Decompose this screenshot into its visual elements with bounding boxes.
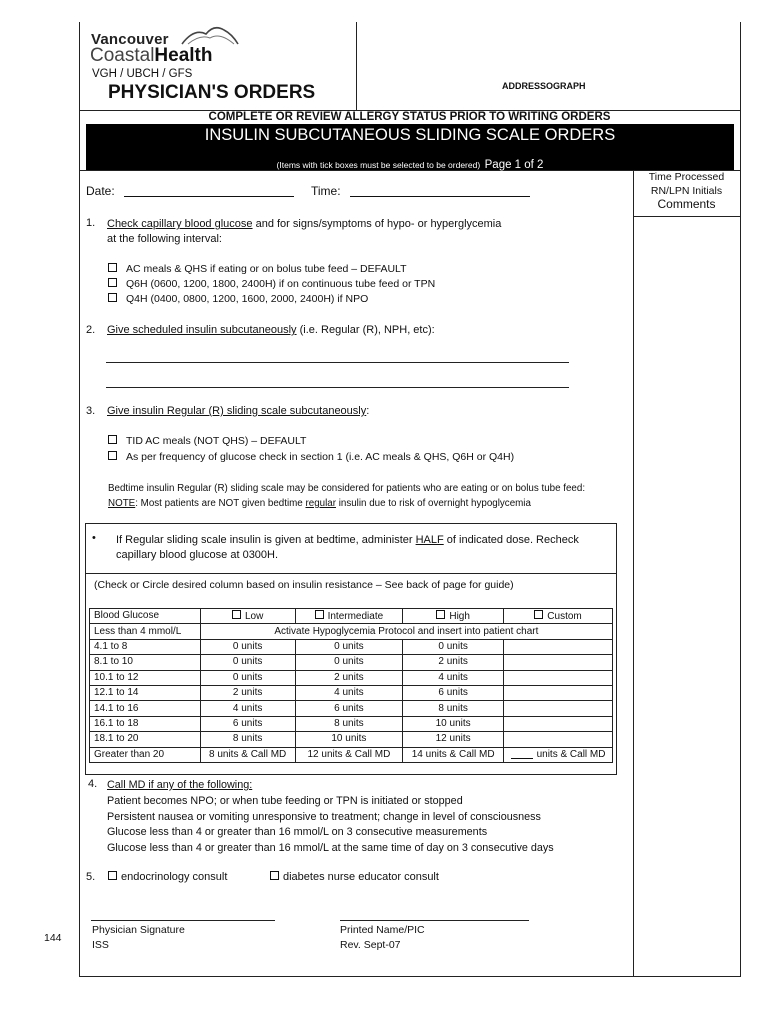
printed-name-line[interactable] <box>340 920 529 921</box>
section3-lead: Give insulin Regular (R) sliding scale subcutaneously <box>107 405 367 417</box>
section1-number: 1. <box>86 217 96 229</box>
dose-high: 12 units <box>403 732 504 747</box>
note-text-b: insulin due to risk of overnight hypoglycemia <box>335 498 531 509</box>
section4-item: Glucose less than 4 or greater than 16 mmol/L at the same time of day on 3 consecutive days <box>107 842 554 855</box>
row-range: 16.1 to 18 <box>90 716 201 731</box>
section4-item: Persistent nausea or vomiting unresponsive to treatment; change in level of consciousness <box>107 810 541 823</box>
diabetes-educator-consult-option[interactable] <box>270 871 439 883</box>
section1-option-label: AC meals & QHS if eating or on bolus tube feed – DEFAULT <box>126 263 407 275</box>
section4-number: 4. <box>88 778 98 790</box>
hypoglycemia-protocol-text: Activate Hypoglycemia Protocol and insert into patient chart <box>200 624 612 639</box>
dose-low: 8 units <box>200 732 295 747</box>
row-range: Greater than 20 <box>90 747 201 762</box>
section4-lead: Call MD if any of the following: <box>107 779 253 791</box>
header-divider <box>356 22 357 110</box>
title-banner <box>86 124 734 170</box>
section1-rest: and for signs/symptoms of hypo- or hyperglycemia <box>252 218 502 230</box>
bullet-text-b: of indicated dose. Recheck <box>443 534 579 546</box>
section3-option-1[interactable] <box>108 451 514 463</box>
custom-units-blank[interactable] <box>511 758 533 759</box>
time-label: Time: <box>311 184 341 198</box>
section2-entry-line-1[interactable] <box>106 362 569 363</box>
section1-heading <box>107 217 501 247</box>
dose-low: 0 units <box>200 639 295 654</box>
signature-line[interactable] <box>91 920 275 921</box>
checkbox-icon[interactable] <box>270 871 279 880</box>
side-column-header <box>633 171 740 212</box>
section1-option-label: Q4H (0400, 0800, 1200, 1600, 2000, 2400H) if NPO <box>126 293 369 305</box>
section3-option-0[interactable] <box>108 435 306 447</box>
table-row <box>90 655 613 670</box>
dose-custom[interactable] <box>504 716 613 731</box>
dose-high: 8 units <box>403 701 504 716</box>
dose-intermediate: 2 units <box>295 670 403 685</box>
table-row <box>90 716 613 731</box>
banner-note: (Items with tick boxes must be selected to be ordered) <box>276 160 481 170</box>
section3-option-label: TID AC meals (NOT QHS) – DEFAULT <box>126 435 307 447</box>
section3-number: 3. <box>86 405 96 417</box>
physician-signature-label: Physician Signature <box>92 924 185 936</box>
note-text-a: : Most patients are NOT given bedtime <box>135 498 306 509</box>
table-row <box>90 685 613 700</box>
time-field[interactable] <box>350 196 530 197</box>
form-left-border <box>79 22 80 977</box>
dose-custom[interactable] <box>504 670 613 685</box>
time-field-row <box>311 184 530 198</box>
section2-entry-line-2[interactable] <box>106 387 569 388</box>
row-range: 12.1 to 14 <box>90 685 201 700</box>
checkbox-icon[interactable] <box>108 278 117 287</box>
printed-name-labels <box>340 923 425 952</box>
mountain-logo-icon <box>180 24 240 46</box>
dose-intermediate: 6 units <box>295 701 403 716</box>
dose-intermediate: 0 units <box>295 655 403 670</box>
page-number: 144 <box>44 932 62 944</box>
bullet-text-c: capillary blood glucose at 0300H. <box>116 549 279 561</box>
row-range: 8.1 to 10 <box>90 655 201 670</box>
checkbox-icon[interactable] <box>108 293 117 302</box>
date-label: Date: <box>86 184 115 198</box>
table-row <box>90 701 613 716</box>
table-row <box>90 732 613 747</box>
logo-coastal-health-text: CoastalHealth <box>90 45 213 66</box>
date-field[interactable] <box>124 196 294 197</box>
dose-custom[interactable] <box>504 701 613 716</box>
checkbox-icon[interactable] <box>232 610 241 619</box>
bullet-box-divider <box>86 573 616 574</box>
allergy-notice: COMPLETE OR REVIEW ALLERGY STATUS PRIOR TO WRITING ORDERS <box>208 111 611 123</box>
revision-date: Rev. Sept-07 <box>340 938 401 951</box>
checkbox-icon[interactable] <box>108 871 117 880</box>
dose-low: 6 units <box>200 716 295 731</box>
bullet-text-a: If Regular sliding scale insulin is given at bedtime, administer <box>116 534 416 546</box>
dose-high: 2 units <box>403 655 504 670</box>
table-header-row <box>90 609 613 624</box>
row-range: 14.1 to 16 <box>90 701 201 716</box>
hypoglycemia-row <box>90 624 613 639</box>
checkbox-icon[interactable] <box>108 263 117 272</box>
form-code: ISS <box>92 938 109 951</box>
dose-custom[interactable] <box>504 655 613 670</box>
logo-vancouver-text: Vancouver <box>91 31 169 48</box>
header-low[interactable] <box>200 609 295 624</box>
checkbox-icon[interactable] <box>108 451 117 460</box>
header-custom[interactable] <box>504 609 613 624</box>
section2-heading <box>107 324 435 336</box>
dose-high: 0 units <box>403 639 504 654</box>
row-range: Less than 4 mmol/L <box>90 624 201 639</box>
comments-label: Comments <box>657 197 716 211</box>
dose-high: 6 units <box>403 685 504 700</box>
section2-number: 2. <box>86 324 96 336</box>
section4-item: Patient becomes NPO; or when tube feeding or TPN is initiated or stopped <box>107 794 463 807</box>
endocrinology-consult-label: endocrinology consult <box>121 871 228 883</box>
section5-number: 5. <box>86 871 96 883</box>
dose-intermediate: 4 units <box>295 685 403 700</box>
form-bottom-rule <box>79 976 740 977</box>
dose-low: 2 units <box>200 685 295 700</box>
section4-block <box>107 778 554 857</box>
dose-low: 0 units <box>200 655 295 670</box>
section3-rest: : <box>366 405 370 417</box>
half-text: HALF <box>415 534 444 546</box>
row-range: 10.1 to 12 <box>90 670 201 685</box>
side-column-rule <box>633 216 740 217</box>
dose-high: 14 units & Call MD <box>403 747 504 762</box>
section1-option-label: Q6H (0600, 1200, 1800, 2400H) if on continuous tube feed or TPN <box>126 278 436 290</box>
section2-lead: Give scheduled insulin subcutaneously <box>107 324 297 336</box>
dose-intermediate: 8 units <box>295 716 403 731</box>
header-high-label: High <box>449 610 470 622</box>
form-right-border <box>740 22 741 977</box>
section2-rest: (i.e. Regular (R), NPH, etc): <box>296 324 435 336</box>
section1-line2: at the following interval: <box>107 233 222 245</box>
section1-option-0[interactable] <box>108 263 407 275</box>
scale-instruction: (Check or Circle desired column based on insulin resistance – See back of page for guide) <box>94 579 514 591</box>
dose-custom[interactable] <box>504 685 613 700</box>
section1-lead: Check capillary blood glucose <box>107 218 253 230</box>
checkbox-icon[interactable] <box>108 435 117 444</box>
section3-option-label: As per frequency of glucose check in section 1 (i.e. AC meals & QHS, Q6H or Q4H) <box>126 451 515 463</box>
checkbox-icon[interactable] <box>534 610 543 619</box>
custom-units-label: units & Call MD <box>536 748 606 760</box>
checkbox-icon[interactable] <box>315 610 324 619</box>
dose-custom[interactable] <box>504 747 613 762</box>
dose-low: 8 units & Call MD <box>200 747 295 762</box>
section3-heading <box>107 405 369 417</box>
dose-low: 4 units <box>200 701 295 716</box>
date-field-row <box>86 184 294 198</box>
note-regular: regular <box>305 498 336 509</box>
section1-option-2[interactable] <box>108 293 368 305</box>
endocrinology-consult-option[interactable] <box>108 871 227 883</box>
sliding-scale-table <box>89 608 613 763</box>
dose-intermediate: 12 units & Call MD <box>295 747 403 762</box>
bullet-dot: • <box>92 532 96 544</box>
time-processed-label: Time Processed <box>648 171 725 183</box>
header-intermediate-label: Intermediate <box>327 610 384 622</box>
section4-item: Glucose less than 4 or greater than 16 mmol/L on 3 consecutive measurements <box>107 826 488 839</box>
row-range: 18.1 to 20 <box>90 732 201 747</box>
dose-custom[interactable] <box>504 639 613 654</box>
row-range: 4.1 to 8 <box>90 639 201 654</box>
header-high[interactable] <box>403 609 504 624</box>
hospital-sites: VGH / UBCH / GFS <box>92 68 193 80</box>
note-label: NOTE <box>108 498 136 509</box>
header-low-label: Low <box>244 610 264 622</box>
dose-intermediate: 0 units <box>295 639 403 654</box>
table-row <box>90 670 613 685</box>
dose-low: 0 units <box>200 670 295 685</box>
bedtime-text: Bedtime insulin Regular (R) sliding scale may be considered for patients who are eating or on bolus tube feed: <box>108 483 586 494</box>
organization-logo <box>90 24 240 68</box>
page-indicator: Page 1 of 2 <box>484 159 544 171</box>
table-row <box>90 639 613 654</box>
section1-option-1[interactable] <box>108 278 435 290</box>
dose-custom[interactable] <box>504 732 613 747</box>
dose-intermediate: 10 units <box>295 732 403 747</box>
table-row <box>90 747 613 762</box>
bedtime-note <box>108 481 585 511</box>
bedtime-half-dose-note <box>116 533 579 563</box>
dose-high: 4 units <box>403 670 504 685</box>
header-blood-glucose: Blood Glucose <box>90 609 201 624</box>
dose-high: 10 units <box>403 716 504 731</box>
header-intermediate[interactable] <box>295 609 403 624</box>
header-custom-label: Custom <box>547 610 582 622</box>
signature-labels <box>92 923 185 952</box>
rn-lpn-initials-label: RN/LPN Initials <box>650 184 723 197</box>
printed-name-label: Printed Name/PIC <box>340 924 425 936</box>
checkbox-icon[interactable] <box>436 610 445 619</box>
banner-title: INSULIN SUBCUTANEOUS SLIDING SCALE ORDERS <box>204 126 616 144</box>
addressograph-label: ADDRESSOGRAPH <box>502 81 586 91</box>
form-title: PHYSICIAN'S ORDERS <box>108 82 316 103</box>
diabetes-educator-consult-label: diabetes nurse educator consult <box>283 871 439 883</box>
side-column-divider <box>633 170 634 976</box>
